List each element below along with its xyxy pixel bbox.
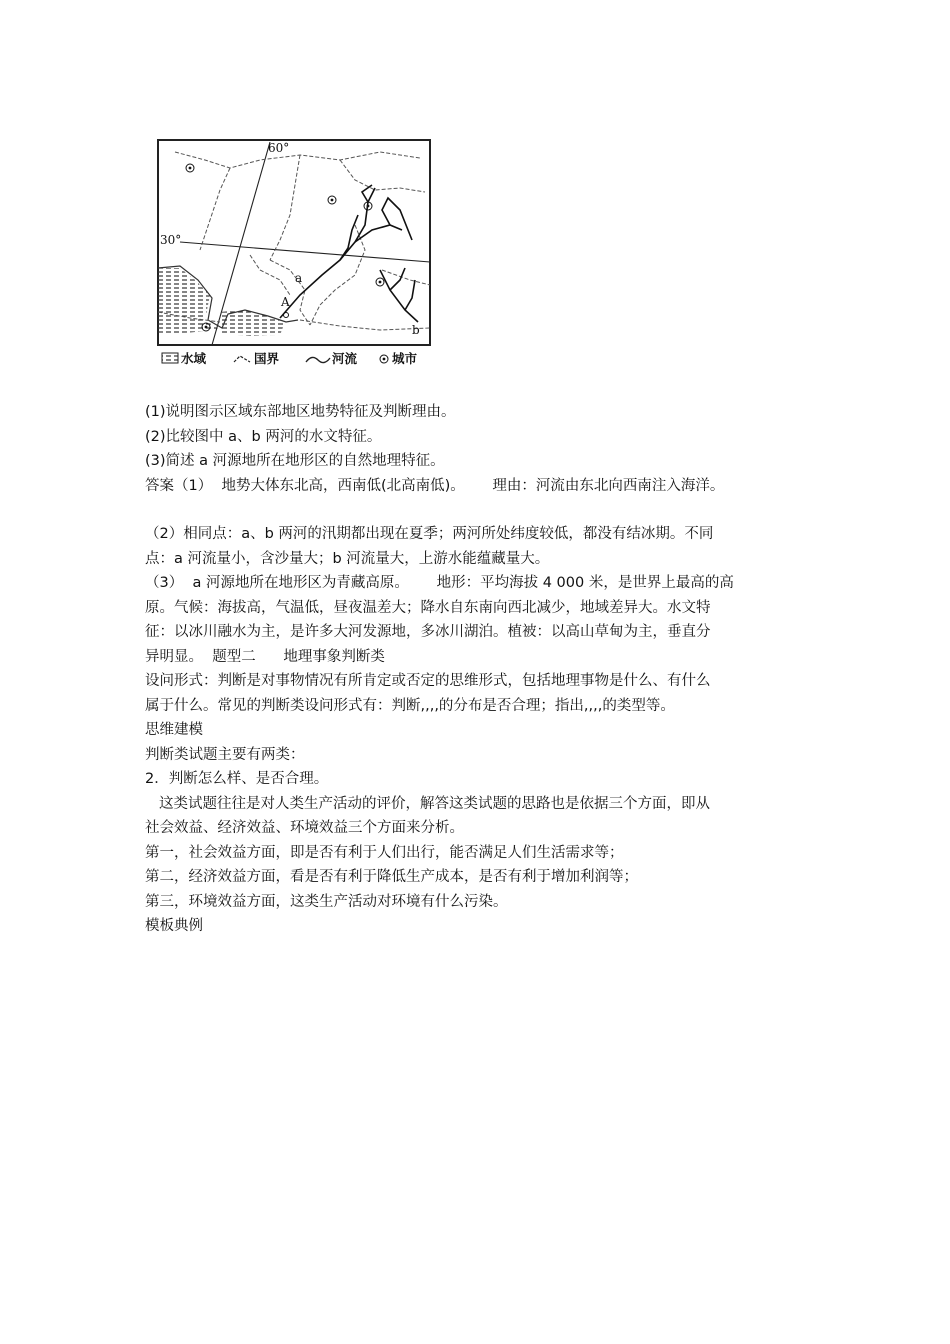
- section-heading-example: 模板典例: [145, 918, 203, 934]
- document-body: [145, 400, 825, 939]
- types-intro: 判断类试题主要有两类：: [145, 746, 305, 763]
- answer-3-line-4: 异明显。 题型二 地理事象判断类: [145, 648, 385, 665]
- question-form-line-2: 属于什么。常见的判断类设问形式有：判断,,,,的分布是否合理；指出,,,,的类型等。: [145, 697, 675, 714]
- answer-2-line-1: （2）相同点：a、b 两河的汛期都出现在夏季；两河所处纬度较低，都没有结冰期。不同: [145, 526, 714, 542]
- map-legend: [162, 351, 418, 366]
- answer-2-line-2: 点：a 河流量小，含沙量大；b 河流量大，上游水能蕴藏量大。: [145, 550, 550, 567]
- map-figure: [150, 130, 440, 375]
- city-dot-icon: [380, 355, 388, 363]
- river-a-label: a: [295, 271, 303, 285]
- answer-3-line-1: （3） a 河源地所在地形区为青藏高原。 地形：平均海拔 4 000 米，是世界上最高的高: [145, 575, 734, 591]
- aspect-second: 第二，经济效益方面，看是否有利于降低生产成本，是否有利于增加利润等；: [145, 869, 638, 885]
- latitude-label: 30°: [160, 233, 182, 247]
- answer-3-line-2: 原。气候：海拔高，气温低，昼夜温差大；降水自东南向西北减少，地域差异大。水文特: [145, 599, 711, 616]
- spacer: [145, 498, 825, 522]
- evaluation-line-2: 社会效益、经济效益、环境效益三个方面来分析。: [145, 820, 464, 836]
- legend-city-label: 城市: [392, 351, 418, 366]
- aspect-first: 第一，社会效益方面，即是否有利于人们出行，能否满足人们生活需求等；: [145, 844, 624, 861]
- point-a-label: A: [281, 295, 290, 309]
- question-1: (1)说明图示区域东部地区地势特征及判断理由。: [145, 404, 456, 420]
- legend-water-label: 水域: [181, 351, 207, 366]
- map-svg: [150, 130, 440, 375]
- answer-3-line-3: 征：以冰川融水为主，是许多大河发源地，多冰川湖泊。植被：以高山草甸为主，垂直分: [145, 624, 711, 640]
- question-3: (3)简述 a 河源地所在地形区的自然地理特征。: [145, 453, 445, 469]
- answer-1: 答案（1） 地势大体东北高，西南低(北高南低)。 理由：河流由东北向西南注入海洋。: [145, 477, 725, 494]
- section-heading-model: 思维建模: [145, 722, 203, 738]
- type-2: 2．判断怎么样、是否合理。: [145, 771, 329, 787]
- legend-river-label: 河流: [332, 351, 358, 366]
- water-area-icon: [162, 353, 178, 363]
- question-2: (2)比较图中 a、b 两河的水文特征。: [145, 428, 382, 445]
- question-form-line-1: 设问形式：判断是对事物情况有所肯定或否定的思维形式，包括地理事物是什么、有什么: [145, 673, 711, 689]
- river-line-icon: [306, 357, 330, 362]
- evaluation-line-1: 这类试题往往是对人类生产活动的评价，解答这类试题的思路也是依据三个方面，即从: [159, 795, 710, 812]
- border-line-icon: [234, 356, 250, 362]
- aspect-third: 第三，环境效益方面，这类生产活动对环境有什么污染。: [145, 893, 508, 910]
- legend-border-label: 国界: [254, 351, 280, 366]
- river-b-label: b: [412, 323, 420, 337]
- longitude-label: 60°: [268, 141, 290, 155]
